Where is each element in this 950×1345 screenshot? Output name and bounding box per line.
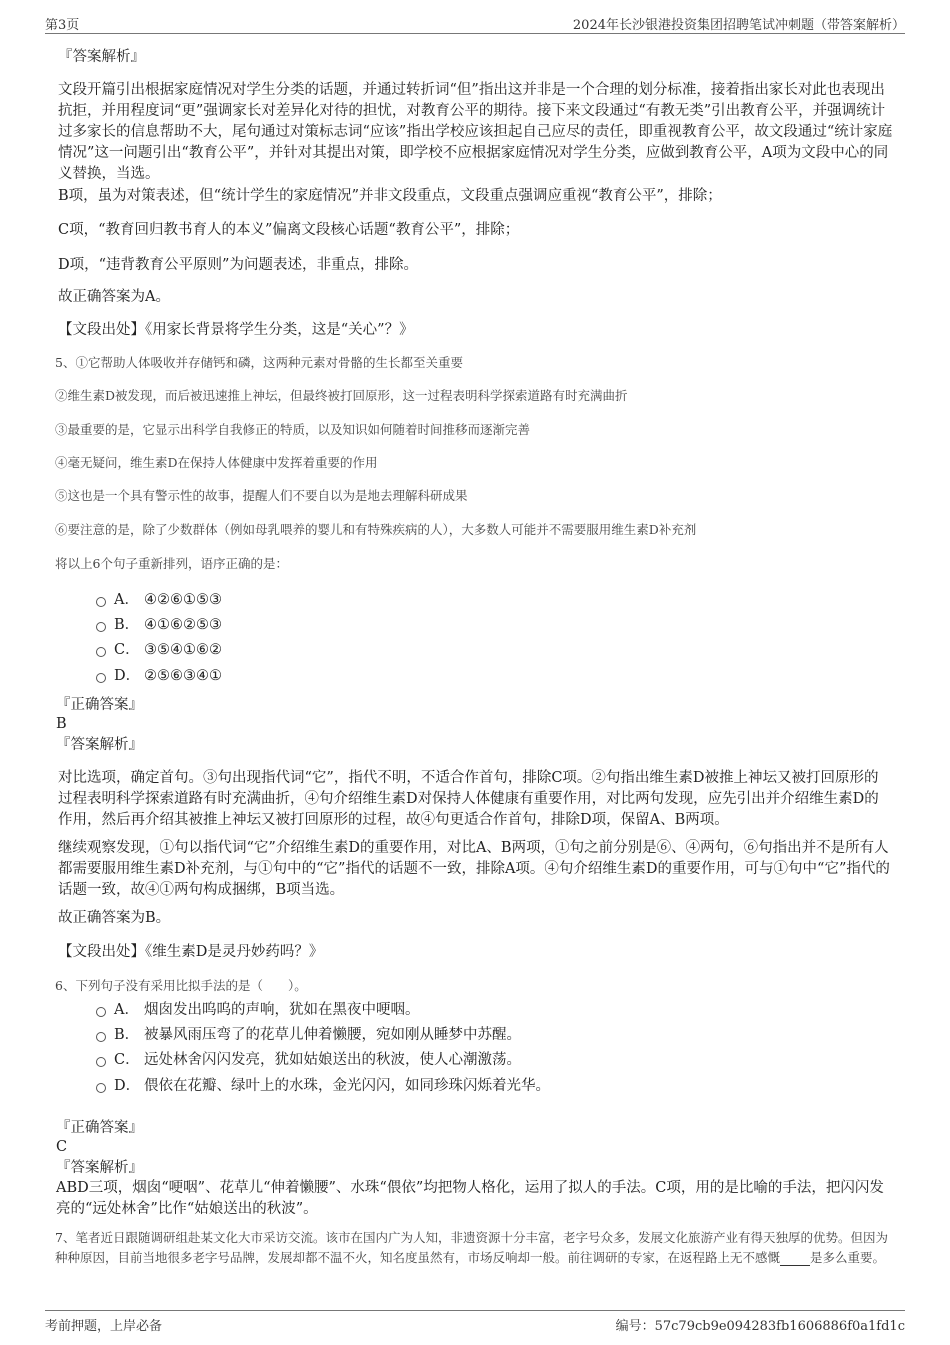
q7-stem: 7、笔者近日跟随调研组赴某文化大市采访交流。该市在国内广为人知，非遗资源十分丰富，老字号众多，发展文化旅游产业有得天独厚的优势。但因为种种原因，目前当地很多老字号品牌，发展却都不温不火，知名度虽然有，市场反响却一般。前往调研的专家，在返程路上无不感慨 是多么重要。 <box>55 1230 888 1265</box>
q5-option-b[interactable]: B． ④①⑥②⑤③ <box>96 615 222 635</box>
q6-answer-label: 『正确答案』 <box>56 1120 143 1136</box>
q6-stem: 6、下列句子没有采用比拟手法的是（ ）。 <box>55 978 307 993</box>
q5-option-a[interactable]: A． ④②⑥①⑤③ <box>96 590 222 610</box>
q4-analysis-p1: 文段开篇引出根据家庭情况对学生分类的话题，并通过转折词“但”指出这并非是一个合理的划分标准，接着指出家长对此也表现出抗拒，并用程度词“更”强调家长对差异化对待的担忧，对教育公平的期待。接下来文段通过“有教无类”引出教育公平，并强调统计过多家长的信息帮助不大，尾句通过对策标志词“应该”指出学校应该担起自己应尽的责任，即重视教育公平，故文段通过“统计家庭情况”这一问题引出“教育公平”，并针对其提出对策，即学校不应根据家庭情况对学生分类，应做到教育公平，A项为文段中心的同义替换，当选。 <box>58 82 893 182</box>
radio-icon[interactable] <box>96 673 106 683</box>
document-id: 编号：57c79cb9e094283fb1606886f0a1fd1c <box>615 1319 905 1334</box>
radio-icon[interactable] <box>96 1057 106 1067</box>
q5-sentence-4: ④毫无疑问，维生素D在保持人体健康中发挥着重要的作用 <box>55 455 378 470</box>
q5-answer-value: B <box>56 716 67 732</box>
q4-analysis-label: 『答案解析』 <box>58 49 145 65</box>
q4-analysis-p2: B项，虽为对策表述，但“统计学生的家庭情况”并非文段重点，文段重点强调应重视“教育公平”，排除； <box>58 188 722 204</box>
page-footer <box>45 1310 905 1334</box>
q4-answer-summary: 故正确答案为A。 <box>58 289 170 305</box>
page-number: 第3页 <box>45 18 80 33</box>
radio-icon[interactable] <box>96 647 106 657</box>
radio-icon[interactable] <box>96 1032 106 1042</box>
q6-analysis-label: 『答案解析』 <box>56 1160 143 1176</box>
radio-icon[interactable] <box>96 597 106 607</box>
q6-option-d[interactable]: D． 偎依在花瓣、绿叶上的水珠，金光闪闪，如同珍珠闪烁着光华。 <box>96 1076 550 1096</box>
q4-analysis-p3: C项，“教育回归教书育人的本义”偏离文段核心话题“教育公平”，排除； <box>58 222 520 238</box>
page-header <box>45 14 905 34</box>
q6-analysis-p1: ABD三项，烟囱“哽咽”、花草儿“伸着懒腰”、水珠“偎依”均把物人格化，运用了拟人的手法。C项，用的是比喻的手法，把闪闪发亮的“远处林舍”比作“姑娘送出的秋波”。 <box>56 1180 884 1217</box>
radio-icon[interactable] <box>96 622 106 632</box>
q6-option-a[interactable]: A． 烟囱发出呜呜的声响，犹如在黑夜中哽咽。 <box>96 1000 420 1020</box>
q5-sentence-6: ⑥要注意的是，除了少数群体（例如母乳喂养的婴儿和有特殊疾病的人），大多数人可能并不需要服用维生素D补充剂 <box>55 522 697 537</box>
q4-analysis-p4: D项，“违背教育公平原则”为问题表述，非重点，排除。 <box>58 257 418 273</box>
q5-option-d[interactable]: D． ②⑤⑥③④① <box>96 666 222 686</box>
q5-sentence-5: ⑤这也是一个具有警示性的故事，提醒人们不要自以为是地去理解科研成果 <box>55 488 468 503</box>
q6-answer-value: C <box>56 1139 68 1155</box>
q5-option-c[interactable]: C． ③⑤④①⑥② <box>96 640 222 660</box>
radio-icon[interactable] <box>96 1007 106 1017</box>
fill-blank[interactable] <box>780 1252 810 1266</box>
document-title: 2024年长沙银港投资集团招聘笔试冲刺题（带答案解析） <box>572 18 905 33</box>
q5-sentence-3: ③最重要的是，它显示出科学自我修正的特质，以及知识如何随着时间推移而逐渐完善 <box>55 422 531 437</box>
radio-icon[interactable] <box>96 1083 106 1093</box>
q5-sentence-2: ②维生素D被发现，而后被迅速推上神坛，但最终被打回原形，这一过程表明科学探索道路有时充满曲折 <box>55 388 628 403</box>
q5-answer-label: 『正确答案』 <box>56 697 143 713</box>
q5-analysis-p1: 对比选项，确定首句。③句出现指代词“它”，指代不明，不适合作首句，排除C项。②句指出维生素D被推上神坛又被打回原形的过程表明科学探索道路有时充满曲折，④句介绍维生素D对保持人体健康有重要作用，对比两句发现，应先引出并介绍维生素D的作用，然后再介绍其被推上神坛又被打回原形的过程，故④句更适合作首句，排除D项，保留A、B两项。 <box>58 770 879 828</box>
q5-answer-summary: 故正确答案为B。 <box>58 910 171 926</box>
q5-sentence-1: 5、①它帮助人体吸收并存储钙和磷，这两种元素对骨骼的生长都至关重要 <box>55 355 463 370</box>
q6-option-c[interactable]: C． 远处林舍闪闪发亮，犹如姑娘送出的秋波，使人心潮激荡。 <box>96 1050 521 1070</box>
footer-slogan: 考前押题，上岸必备 <box>45 1319 163 1334</box>
q4-source: 【文段出处】《用家长背景将学生分类，这是“关心”？》 <box>58 322 414 338</box>
q5-source: 【文段出处】《维生素D是灵丹妙药吗？》 <box>58 944 324 960</box>
q6-option-b[interactable]: B． 被暴风雨压弯了的花草儿伸着懒腰，宛如刚从睡梦中苏醒。 <box>96 1025 521 1045</box>
q5-stem: 将以上6个句子重新排列，语序正确的是： <box>55 556 288 571</box>
q5-analysis-label: 『答案解析』 <box>56 737 143 753</box>
q5-analysis-p2: 继续观察发现，①句以指代词“它”介绍维生素D的重要作用，对比A、B两项，①句之前分别是⑥、④两句，⑥句指出并不是所有人都需要服用维生素D补充剂，与①句中的“它”指代的话题不一致，排除A项。④句介绍维生素D的重要作用，可与①句中“它”指代的话题一致，故④①两句构成捆绑，B项当选。 <box>58 840 890 898</box>
